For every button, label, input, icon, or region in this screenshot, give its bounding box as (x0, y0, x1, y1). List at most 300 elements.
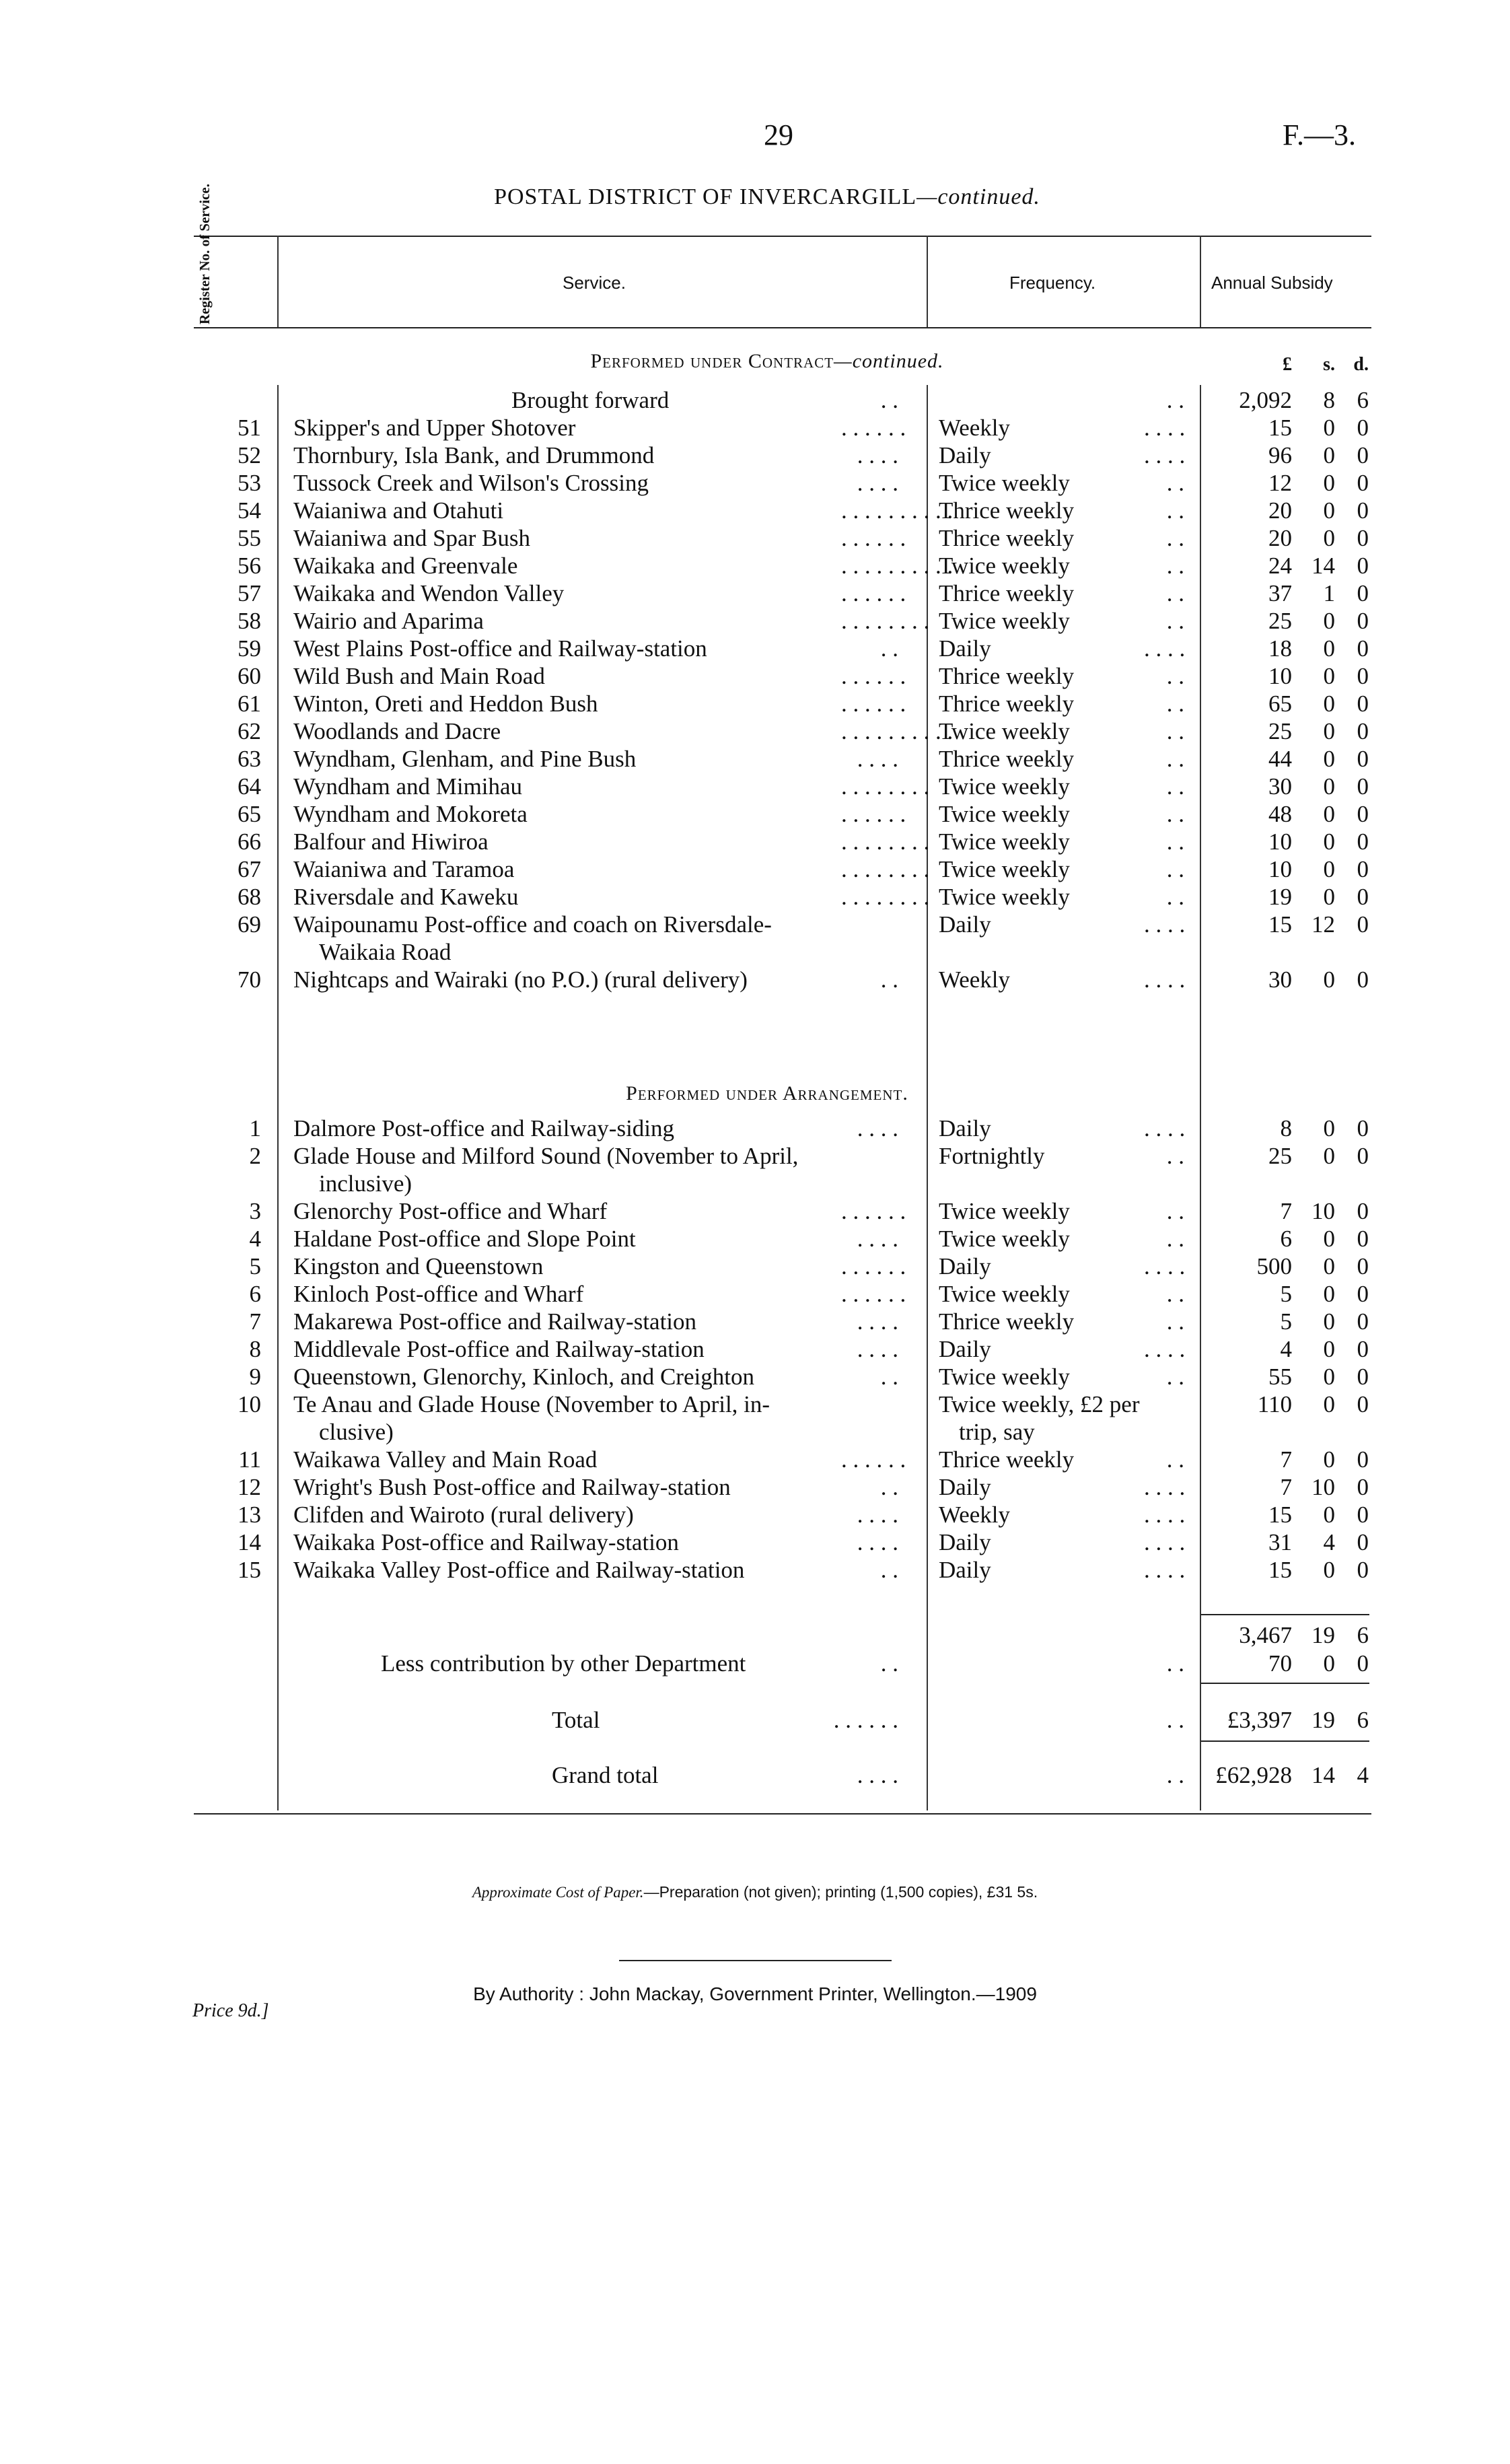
table-row (0, 1474, 1510, 1501)
frequency: Twice weekly (939, 856, 1070, 882)
amount-pence: 0 (1357, 856, 1369, 882)
service-name: Nightcaps and Wairaki (no P.O.) (rural delivery) (293, 966, 748, 993)
row-number: 4 (249, 1226, 261, 1252)
row-number: 69 (238, 911, 261, 938)
header-divider-3 (1200, 236, 1201, 327)
table-row (0, 525, 1510, 552)
table-row-continuation (0, 1170, 1510, 1197)
page-title (0, 184, 1510, 210)
shillings-header: s. (1323, 354, 1335, 375)
table-row (0, 497, 1510, 524)
amount-pounds: 30 (1268, 966, 1292, 993)
amount-pounds: 15 (1268, 911, 1292, 938)
row-number: 12 (238, 1474, 261, 1500)
brought-forward-row (0, 387, 1510, 414)
amount-pence: 0 (1357, 966, 1369, 993)
dots: . . . . (1144, 1253, 1186, 1279)
amount-shillings: 0 (1323, 1226, 1335, 1252)
frequency: Twice weekly (939, 801, 1070, 827)
row-number: 54 (238, 497, 261, 524)
amount-pence: 0 (1357, 525, 1369, 551)
row-number: 9 (249, 1364, 261, 1390)
approximate-cost-label: Approximate Cost of Paper. (472, 1884, 644, 1901)
row-number: 57 (238, 580, 261, 606)
service-name: Waikawa Valley and Main Road (293, 1446, 598, 1473)
table-row (0, 1198, 1510, 1225)
frequency: Twice weekly (939, 1364, 1070, 1390)
frequency: Twice weekly, £2 per (939, 1391, 1140, 1417)
amount-shillings: 0 (1323, 966, 1335, 993)
amount-pounds: 24 (1268, 553, 1292, 579)
amount-shillings: 0 (1323, 470, 1335, 496)
pence-header: d. (1353, 354, 1369, 375)
dots: . . . . . . (841, 801, 906, 827)
service-name: Wairio and Aparima (293, 608, 484, 634)
amount-shillings: 0 (1323, 608, 1335, 634)
row-number: 58 (238, 608, 261, 634)
service-name: Glade House and Milford Sound (November to April, (293, 1143, 799, 1169)
dots: . . (880, 966, 898, 993)
amount-pounds: 4 (1280, 1336, 1292, 1362)
service-name: Dalmore Post-office and Railway-siding (293, 1115, 675, 1141)
service-name: Wyndham and Mokoreta (293, 801, 528, 827)
amount-pounds: 96 (1268, 442, 1292, 468)
column-header-frequency: Frequency. (1009, 273, 1096, 293)
service-name: Te Anau and Glade House (November to April, in- (293, 1391, 770, 1417)
service-name: Waikaka and Greenvale (293, 553, 518, 579)
amount-pence: 0 (1357, 1143, 1369, 1169)
service-name: Makarewa Post-office and Railway-station (293, 1308, 697, 1335)
amount-shillings: 0 (1323, 829, 1335, 855)
amount-pounds: 31 (1268, 1529, 1292, 1555)
amount-pounds: 7 (1280, 1198, 1292, 1224)
amount-pence: 0 (1357, 884, 1369, 910)
dots: . . (1166, 1226, 1184, 1252)
subtotal-row (0, 1622, 1510, 1649)
amount-pence: 0 (1357, 1253, 1369, 1279)
dots: . . (1166, 525, 1184, 551)
amount-pounds: 6 (1280, 1226, 1292, 1252)
amount-shillings: 14 (1311, 553, 1335, 579)
amount-shillings: 8 (1323, 387, 1335, 413)
frequency: Twice weekly (939, 829, 1070, 855)
row-number: 5 (249, 1253, 261, 1279)
dots: . . . . (857, 1226, 898, 1252)
dots: . . . . (1144, 1529, 1186, 1555)
less-contribution-label: Less contribution by other Department (381, 1650, 746, 1677)
dots: . . . . (1144, 966, 1186, 993)
row-number: 60 (238, 663, 261, 689)
table-row (0, 829, 1510, 855)
service-name: Clifden and Wairoto (rural delivery) (293, 1502, 634, 1528)
amount-shillings: 0 (1323, 415, 1335, 441)
frequency: Twice weekly (939, 608, 1070, 634)
amount-shillings: 1 (1323, 580, 1335, 606)
amount-pounds: 5 (1280, 1308, 1292, 1335)
service-name: Waikaka and Wendon Valley (293, 580, 565, 606)
frequency: Twice weekly (939, 884, 1070, 910)
service-name-continued: clusive) (319, 1419, 394, 1445)
table-row (0, 856, 1510, 883)
service-name: Waipounamu Post-office and coach on Riversdale- (293, 911, 772, 938)
dots: . . . . (1144, 1115, 1186, 1141)
amount-shillings: 0 (1323, 442, 1335, 468)
frequency: Twice weekly (939, 553, 1070, 579)
table-top-rule (194, 236, 1371, 237)
amount-pounds: 10 (1268, 856, 1292, 882)
amount-shillings: 0 (1323, 1364, 1335, 1390)
row-number: 13 (238, 1502, 261, 1528)
amount-pence: 6 (1357, 1622, 1369, 1648)
amount-shillings: 10 (1311, 1474, 1335, 1500)
dots: . . (880, 1650, 898, 1677)
dots: . . . . (857, 470, 898, 496)
dots: . . (1166, 497, 1184, 524)
row-number: 55 (238, 525, 261, 551)
amount-pence: 0 (1357, 553, 1369, 579)
table-row (0, 608, 1510, 635)
table-row (0, 746, 1510, 773)
grand-total-row (0, 1762, 1510, 1789)
table-header-rule (194, 327, 1371, 328)
price-label: Price 9d.] (192, 2000, 269, 2021)
page-code: F.—3. (1283, 118, 1356, 151)
dots: . . . . . . (841, 1253, 906, 1279)
dots: . . (1166, 884, 1184, 910)
service-name: Winton, Oreti and Heddon Bush (293, 691, 598, 717)
column-header-subsidy: Annual Subsidy (1211, 273, 1333, 293)
column-header-register-label: Register No. of Service. (196, 184, 213, 324)
frequency: Twice weekly (939, 773, 1070, 800)
dots: . . (880, 1557, 898, 1583)
row-number: 61 (238, 691, 261, 717)
dots: . . . . . . . . (841, 829, 930, 855)
service-name: Wild Bush and Main Road (293, 663, 545, 689)
amount-pounds: 70 (1268, 1650, 1292, 1677)
row-number: 65 (238, 801, 261, 827)
table-row (0, 663, 1510, 690)
amount-shillings: 0 (1323, 718, 1335, 744)
row-number: 62 (238, 718, 261, 744)
amount-shillings: 19 (1311, 1622, 1335, 1648)
amount-pence: 0 (1357, 1364, 1369, 1390)
page-number: 29 (764, 118, 793, 151)
amount-pence: 0 (1357, 1391, 1369, 1417)
service-name: Waikaka Valley Post-office and Railway-station (293, 1557, 745, 1583)
service-name: Wyndham and Mimihau (293, 773, 523, 800)
service-name-continued: Waikaia Road (319, 939, 452, 965)
amount-pence: 0 (1357, 580, 1369, 606)
amount-shillings: 0 (1323, 1557, 1335, 1583)
dots: . . (1166, 1281, 1184, 1307)
frequency: Daily (939, 911, 991, 938)
amount-pounds: 18 (1268, 635, 1292, 662)
service-name: Waikaka Post-office and Railway-station (293, 1529, 679, 1555)
dots: . . (880, 1364, 898, 1390)
amount-pence: 0 (1357, 801, 1369, 827)
dots: . . . . (857, 1529, 898, 1555)
table-bottom-rule (194, 1813, 1371, 1815)
row-number: 10 (238, 1391, 261, 1417)
service-name: Kingston and Queenstown (293, 1253, 544, 1279)
amount-pence: 0 (1357, 663, 1369, 689)
row-number: 14 (238, 1529, 261, 1555)
service-name: West Plains Post-office and Railway-station (293, 635, 707, 662)
dots: . . (1166, 580, 1184, 606)
amount-pounds: 7 (1280, 1474, 1292, 1500)
dots: . . . . . . (841, 1198, 906, 1224)
dots: . . . . . . . . (841, 773, 930, 800)
dots: . . . . . . (841, 580, 906, 606)
dots: . . . . . . . . . . (841, 553, 954, 579)
table-row (0, 801, 1510, 828)
frequency: Thrice weekly (939, 580, 1075, 606)
page-title-main: POSTAL DISTRICT OF INVERCARGILL (494, 184, 917, 209)
amount-pounds: 15 (1268, 1502, 1292, 1528)
dots: . . (1166, 608, 1184, 634)
row-number: 63 (238, 746, 261, 772)
subtotal-rule (1201, 1614, 1369, 1615)
dots: . . . . . . . . . . (841, 718, 954, 744)
row-number: 66 (238, 829, 261, 855)
amount-pence: 0 (1357, 608, 1369, 634)
amount-shillings: 0 (1323, 1308, 1335, 1335)
service-name: Waianiwa and Spar Bush (293, 525, 530, 551)
currency-header-row (0, 351, 1510, 378)
dots: . . (1166, 718, 1184, 744)
approximate-cost-note (0, 1883, 1510, 1901)
amount-pence: 6 (1357, 387, 1369, 413)
table-row (0, 1143, 1510, 1170)
service-name: Wyndham, Glenham, and Pine Bush (293, 746, 637, 772)
service-name: Glenorchy Post-office and Wharf (293, 1198, 608, 1224)
amount-pence: 0 (1357, 1281, 1369, 1307)
row-number: 8 (249, 1336, 261, 1362)
frequency: Weekly (939, 966, 1011, 993)
frequency: Thrice weekly (939, 663, 1075, 689)
amount-pounds: 37 (1268, 580, 1292, 606)
dots: . . (1166, 1308, 1184, 1335)
dots: . . (1166, 387, 1184, 413)
service-name: Skipper's and Upper Shotover (293, 415, 576, 441)
frequency: Twice weekly (939, 470, 1070, 496)
amount-pence: 0 (1357, 1474, 1369, 1500)
dots: . . . . (857, 1308, 898, 1335)
table-row (0, 442, 1510, 469)
amount-pounds: £62,928 (1215, 1762, 1292, 1788)
section-heading-arrangement: Performed under Arrangement. (626, 1082, 908, 1104)
amount-shillings: 0 (1323, 1391, 1335, 1417)
printer-authority: By Authority : John Mackay, Government Printer, Wellington.—1909 (473, 1983, 1037, 2004)
table-row (0, 1115, 1510, 1142)
header-divider-2 (927, 236, 928, 327)
amount-pence: 0 (1357, 911, 1369, 938)
service-name: Wright's Bush Post-office and Railway-station (293, 1474, 731, 1500)
amount-pounds: £3,397 (1227, 1707, 1292, 1733)
dots: . . . . . . (841, 415, 906, 441)
amount-pence: 0 (1357, 1336, 1369, 1362)
service-name: Tussock Creek and Wilson's Crossing (293, 470, 649, 496)
column-header-service: Service. (563, 273, 626, 293)
amount-shillings: 0 (1323, 1253, 1335, 1279)
frequency: Twice weekly (939, 1281, 1070, 1307)
row-number: 68 (238, 884, 261, 910)
amount-shillings: 0 (1323, 1502, 1335, 1528)
amount-pounds: 15 (1268, 415, 1292, 441)
footer-rule (619, 1960, 892, 1961)
table-row (0, 1529, 1510, 1556)
total-row (0, 1707, 1510, 1734)
dots: . . . . . . (841, 525, 906, 551)
amount-pence: 0 (1357, 691, 1369, 717)
service-name: Queenstown, Glenorchy, Kinloch, and Creighton (293, 1364, 754, 1390)
amount-shillings: 0 (1323, 1281, 1335, 1307)
service-name: Middlevale Post-office and Railway-station (293, 1336, 705, 1362)
dots: . . . . (1144, 415, 1186, 441)
amount-pounds: 44 (1268, 746, 1292, 772)
amount-pounds: 500 (1256, 1253, 1292, 1279)
column-header-register (194, 184, 288, 324)
row-number: 15 (238, 1557, 261, 1583)
service-name: Kinloch Post-office and Wharf (293, 1281, 584, 1307)
table-row (0, 635, 1510, 662)
row-number: 6 (249, 1281, 261, 1307)
amount-shillings: 14 (1311, 1762, 1335, 1788)
total-label: Total (552, 1707, 600, 1733)
frequency: Daily (939, 1474, 991, 1500)
amount-pounds: 12 (1268, 470, 1292, 496)
dots: . . . . (857, 1115, 898, 1141)
amount-pounds: 30 (1268, 773, 1292, 800)
table-row (0, 553, 1510, 579)
amount-shillings: 0 (1323, 884, 1335, 910)
table-row (0, 470, 1510, 497)
frequency: Thrice weekly (939, 746, 1075, 772)
dots: . . . . . . (841, 663, 906, 689)
row-number: 67 (238, 856, 261, 882)
row-number: 1 (249, 1115, 261, 1141)
frequency: Daily (939, 1529, 991, 1555)
amount-shillings: 0 (1323, 801, 1335, 827)
table-row (0, 1281, 1510, 1308)
amount-pence: 4 (1357, 1762, 1369, 1788)
amount-pence: 0 (1357, 1502, 1369, 1528)
amount-pence: 0 (1357, 773, 1369, 800)
amount-shillings: 0 (1323, 1336, 1335, 1362)
frequency: Daily (939, 1336, 991, 1362)
table-row-continuation (0, 1419, 1510, 1446)
dots: . . (1166, 1707, 1184, 1733)
row-number: 56 (238, 553, 261, 579)
table-row (0, 1308, 1510, 1335)
service-name: Waianiwa and Otahuti (293, 497, 504, 524)
frequency: Thrice weekly (939, 1446, 1075, 1473)
dots: . . . . (857, 1762, 898, 1788)
amount-pence: 0 (1357, 829, 1369, 855)
dots: . . (1166, 663, 1184, 689)
amount-pence: 0 (1357, 1446, 1369, 1473)
amount-shillings: 0 (1323, 1115, 1335, 1141)
frequency: Thrice weekly (939, 1308, 1075, 1335)
amount-pounds: 65 (1268, 691, 1292, 717)
frequency: Daily (939, 1253, 991, 1279)
grand-total-label: Grand total (552, 1762, 659, 1788)
frequency: Thrice weekly (939, 497, 1075, 524)
row-number: 64 (238, 773, 261, 800)
table-row (0, 966, 1510, 993)
table-row (0, 1557, 1510, 1584)
amount-pounds: 25 (1268, 608, 1292, 634)
grand-total-rule (1201, 1740, 1369, 1742)
table-row (0, 1391, 1510, 1418)
frequency: Thrice weekly (939, 525, 1075, 551)
row-number: 53 (238, 470, 261, 496)
frequency: Daily (939, 635, 991, 662)
amount-pounds: 55 (1268, 1364, 1292, 1390)
table-row (0, 884, 1510, 911)
page-title-suffix: —continued. (916, 184, 1040, 209)
amount-shillings: 12 (1311, 911, 1335, 938)
table-row (0, 1336, 1510, 1363)
frequency: Weekly (939, 415, 1011, 441)
frequency: Fortnightly (939, 1143, 1045, 1169)
amount-shillings: 0 (1323, 1446, 1335, 1473)
amount-shillings: 0 (1323, 746, 1335, 772)
dots: . . . . (1144, 635, 1186, 662)
amount-pounds: 3,467 (1239, 1622, 1292, 1648)
frequency: Thrice weekly (939, 691, 1075, 717)
amount-pounds: 20 (1268, 497, 1292, 524)
amount-pounds: 110 (1257, 1391, 1292, 1417)
amount-shillings: 0 (1323, 1143, 1335, 1169)
table-row (0, 415, 1510, 442)
frequency: Daily (939, 1557, 991, 1583)
dots: . . . . . . (841, 1281, 906, 1307)
amount-pence: 0 (1357, 635, 1369, 662)
pounds-header: £ (1283, 354, 1292, 375)
frequency: Weekly (939, 1502, 1011, 1528)
amount-pounds: 2,092 (1239, 387, 1292, 413)
dots: . . . . (1144, 1557, 1186, 1583)
frequency-continued: trip, say (959, 1419, 1035, 1445)
approximate-cost-text: —Preparation (not given); printing (1,500 copies), £31 5s. (643, 1883, 1038, 1901)
table-row (0, 1253, 1510, 1280)
frequency: Twice weekly (939, 718, 1070, 744)
table-row (0, 1226, 1510, 1253)
amount-shillings: 0 (1323, 663, 1335, 689)
dots: . . (1166, 1364, 1184, 1390)
dots: . . . . . . . . . . (841, 497, 954, 524)
amount-pence: 0 (1357, 718, 1369, 744)
dots: . . (1166, 746, 1184, 772)
amount-pounds: 19 (1268, 884, 1292, 910)
amount-shillings: 10 (1311, 1198, 1335, 1224)
dots: . . . . (1144, 911, 1186, 938)
service-name: Thornbury, Isla Bank, and Drummond (293, 442, 655, 468)
table-row (0, 1364, 1510, 1391)
dots: . . . . . . . . (841, 884, 930, 910)
dots: . . . . . . (833, 1707, 898, 1733)
service-name: Balfour and Hiwiroa (293, 829, 489, 855)
service-name: Riversdale and Kaweku (293, 884, 519, 910)
frequency: Twice weekly (939, 1198, 1070, 1224)
amount-shillings: 0 (1323, 773, 1335, 800)
dots: . . (1166, 829, 1184, 855)
frequency: Daily (939, 1115, 991, 1141)
amount-shillings: 4 (1323, 1529, 1335, 1555)
amount-pence: 0 (1357, 1198, 1369, 1224)
amount-pounds: 8 (1280, 1115, 1292, 1141)
